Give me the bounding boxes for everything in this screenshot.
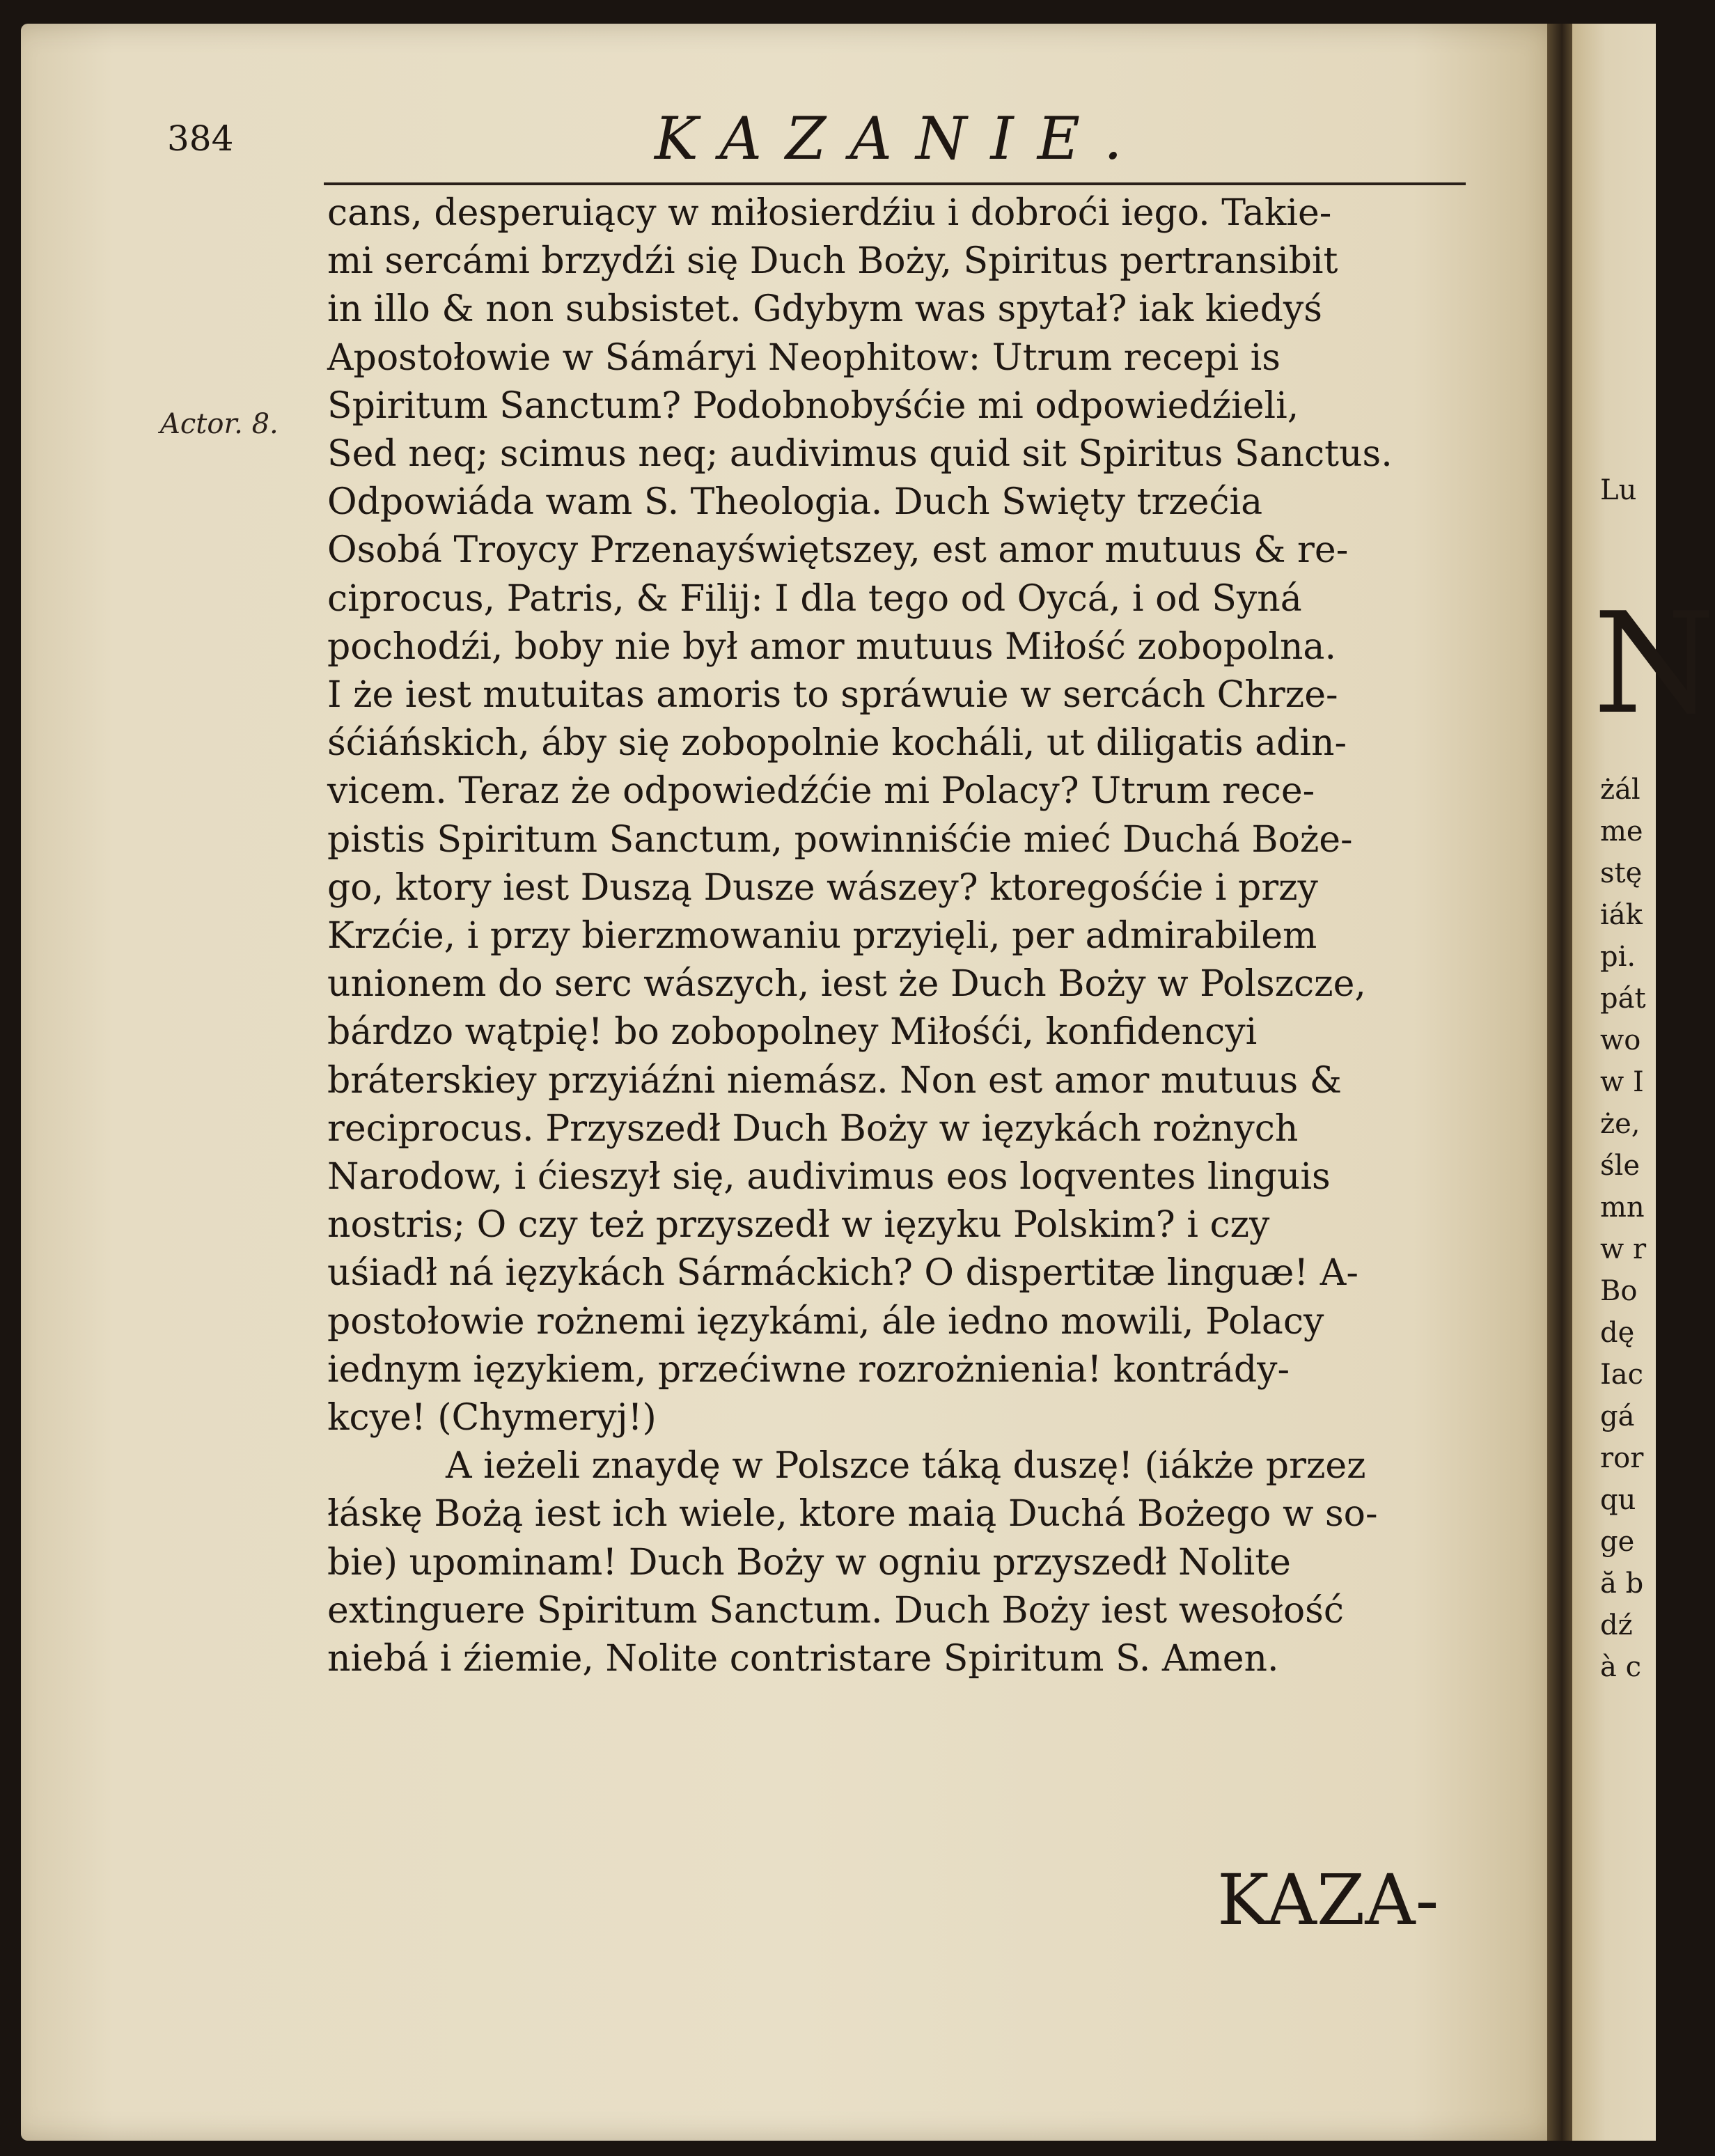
- paragraph-1: [327, 189, 1497, 1442]
- facing-line: ă b: [1600, 1568, 1644, 1600]
- facing-line: stę: [1600, 857, 1643, 889]
- text-line: uśiadł ná ięzykách Sármáckich? O dispertitæ linguæ! A-: [327, 1252, 1358, 1295]
- text-line: extinguere Spiritum Sanctum. Duch Boży iest wesołość: [327, 1589, 1344, 1632]
- text-line: bie) upominam! Duch Boży w ogniu przyszedł Nolite: [327, 1541, 1291, 1584]
- facing-line: pát: [1600, 983, 1646, 1015]
- text-line: go, ktory iest Duszą Dusze wászey? ktoregośćie i przy: [327, 866, 1318, 909]
- text-line: ciprocus, Patris, & Filij: I dla tego od Oycá, i od Syná: [327, 577, 1302, 620]
- facing-line: à c: [1600, 1651, 1641, 1683]
- facing-line: Lu: [1600, 474, 1637, 506]
- page-number: 384: [167, 118, 234, 159]
- header-rule: [324, 182, 1466, 185]
- body-text: [327, 189, 1497, 1683]
- facing-line: że,: [1600, 1108, 1640, 1140]
- facing-page-fragment: [1572, 24, 1715, 2141]
- paragraph-2: [327, 1442, 1497, 1683]
- facing-line: qu: [1600, 1484, 1636, 1516]
- facing-line: ge: [1600, 1526, 1635, 1558]
- marginal-note: Actor. 8.: [160, 408, 279, 440]
- text-line: Sed neq; scimus neq; audivimus quid sit Spiritus Sanctus.: [327, 433, 1393, 476]
- text-line: cans, desperuiący w miłosierdźiu i dobroći iego. Takie-: [327, 192, 1332, 234]
- text-line: kcye! (Chymeryj!): [327, 1397, 657, 1439]
- facing-line: iák: [1600, 899, 1643, 931]
- text-line: Narodow, i ćieszył się, audivimus eos loqventes linguis: [327, 1156, 1331, 1198]
- text-line: śćiáńskich, áby się zobopolnie kocháli, ut diligatis adin-: [327, 722, 1347, 765]
- facing-line: śle: [1600, 1150, 1640, 1182]
- text-line: in illo & non subsistet. Gdybym was spytał? iak kiedyś: [327, 288, 1322, 331]
- text-line: Apostołowie w Sámáryi Neophitow: Utrum recepi is: [327, 336, 1281, 379]
- text-line: vicem. Teraz że odpowiedźćie mi Polacy? Utrum rece-: [327, 770, 1315, 813]
- text-line: Spiritum Sanctum? Podobnobyśćie mi odpowiedźieli,: [327, 384, 1299, 427]
- text-line: iednym ięzykiem, przećiwne rozrożnienia! kontrády-: [327, 1348, 1290, 1391]
- text-line: nostris; O czy też przyszedł w ięzyku Polskim? i czy: [327, 1204, 1270, 1247]
- text-line: Krzćie, i przy bierzmowaniu przyięli, per admirabilem: [327, 915, 1317, 958]
- text-line: bráterskiey przyiáźni niemász. Non est amor mutuus &: [327, 1059, 1342, 1102]
- facing-line: dź: [1600, 1609, 1633, 1641]
- facing-line: wo: [1600, 1024, 1641, 1056]
- facing-line: gá: [1600, 1400, 1635, 1432]
- text-line: A ieżeli znaydę w Polszce táką duszę! (iákże przez: [446, 1445, 1366, 1487]
- text-line: I że iest mutuitas amoris to spráwuie w sercách Chrze-: [327, 674, 1338, 717]
- text-line: unionem do serc wászych, iest że Duch Boży w Polszcze,: [327, 963, 1366, 1006]
- catchword: KAZA-: [1217, 1859, 1439, 1941]
- text-line: bárdzo wątpię! bo zobopolney Miłośći, konfidencyi: [327, 1011, 1258, 1054]
- facing-line: pi.: [1600, 941, 1636, 973]
- text-line: reciprocus. Przyszedł Duch Boży w ięzykách rożnych: [327, 1107, 1299, 1150]
- facing-line: mn: [1600, 1192, 1645, 1224]
- facing-line: dę: [1600, 1317, 1635, 1349]
- facing-line: Bo: [1600, 1275, 1638, 1307]
- facing-line: Iac: [1600, 1359, 1644, 1391]
- facing-line: żál: [1600, 774, 1640, 806]
- text-line: pochodźi, boby nie był amor mutuus Miłość zobopolna.: [327, 625, 1336, 668]
- running-head: [167, 104, 1476, 181]
- facing-line: me: [1600, 815, 1643, 847]
- text-line: łáskę Bożą iest ich wiele, ktore maią Duchá Bożego w so-: [327, 1493, 1378, 1536]
- facing-line: w r: [1600, 1233, 1647, 1265]
- running-title: KAZANIE.: [655, 104, 1146, 173]
- facing-initial: N: [1593, 583, 1715, 745]
- text-line: Odpowiáda wam S. Theologia. Duch Swięty trzećia: [327, 481, 1263, 524]
- text-line: Osobá Troycy Przenayświętszey, est amor mutuus & re-: [327, 529, 1349, 572]
- text-line: postołowie rożnemi ięzykámi, ále iedno mowili, Polacy: [327, 1300, 1324, 1343]
- facing-line: ror: [1600, 1442, 1644, 1474]
- text-line: pistis Spiritum Sanctum, powinniśćie mieć Duchá Boże-: [327, 818, 1353, 861]
- text-line: niebá i źiemie, Nolite contristare Spiritum S. Amen.: [327, 1638, 1279, 1680]
- facing-line: w I: [1600, 1066, 1644, 1098]
- text-line: mi sercámi brzydźi się Duch Boży, Spiritus pertransibit: [327, 240, 1338, 283]
